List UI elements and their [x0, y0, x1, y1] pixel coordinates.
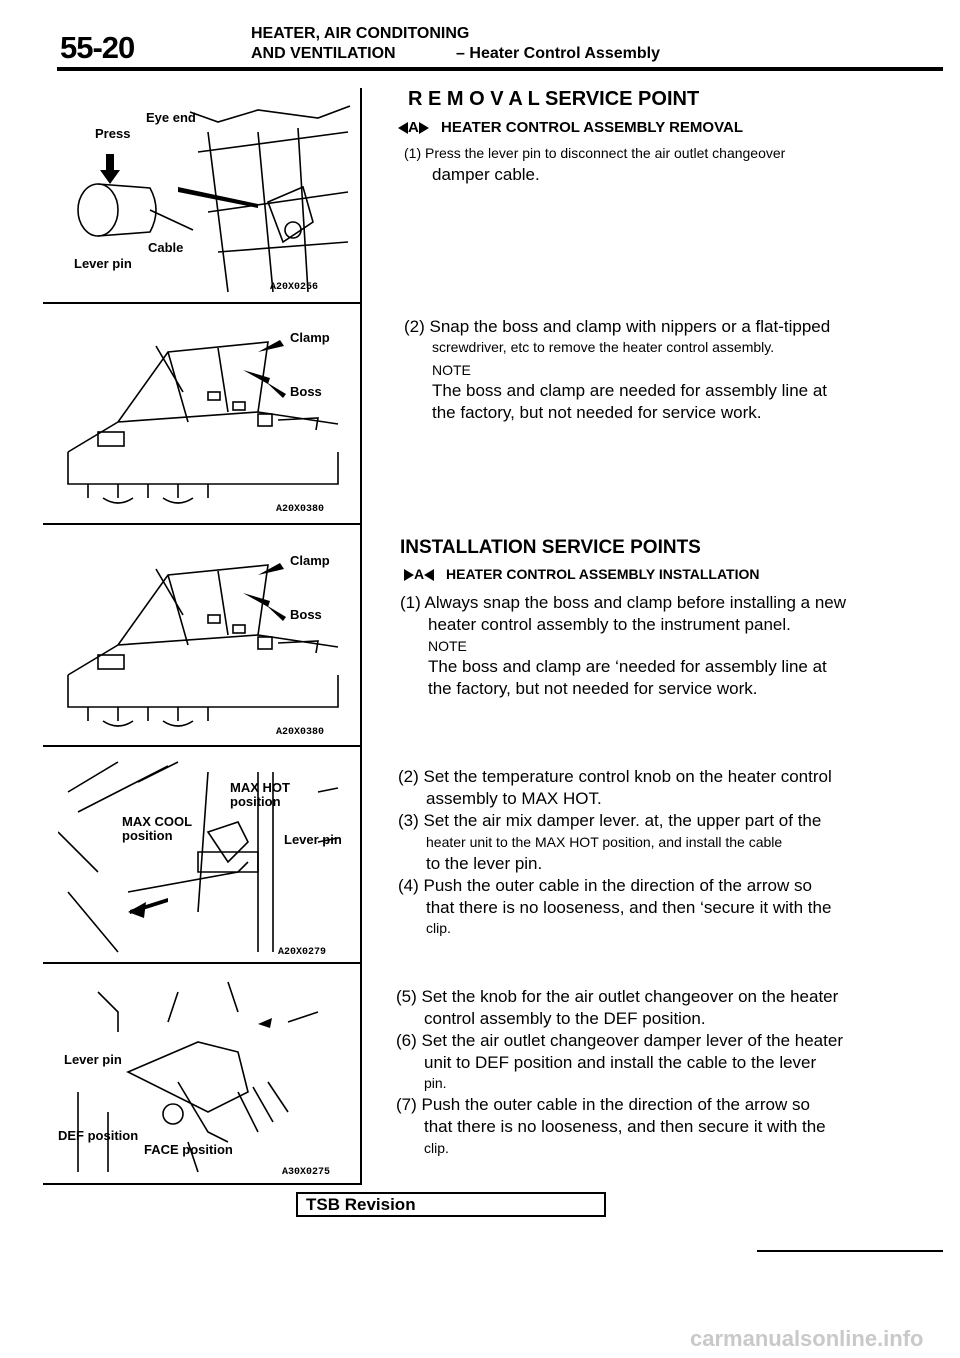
removal-note-line1: The boss and clamp are needed for assembly line at: [432, 381, 828, 400]
install-step-1: (1) Always snap the boss and clamp before installing a new: [400, 593, 847, 612]
label-lever-pin: Lever pin: [284, 832, 342, 847]
label-face-position: FACE position: [144, 1142, 233, 1157]
install-note-line1: The boss and clamp are ‘needed for assembly line at: [428, 657, 827, 676]
figure-boss-clamp-install: [58, 535, 356, 741]
label-max-hot-position: position: [230, 794, 281, 809]
install-step-7-cont: that there is no looseness, and then secure it with the: [424, 1117, 826, 1136]
installation-marker: A: [414, 566, 425, 582]
install-step-6-cont: unit to DEF position and install the cable to the lever: [424, 1053, 817, 1072]
figure-divider: [43, 1183, 361, 1185]
figure-code: A20X0380: [276, 504, 325, 515]
header-title-line2: [251, 45, 660, 63]
figure-code: A20X0256: [270, 282, 319, 293]
removal-step-2-cont: screwdriver, etc to remove the heater control assembly.: [432, 339, 775, 355]
label-lever-pin: Lever pin: [74, 256, 132, 271]
install-step-3-cont2: to the lever pin.: [426, 854, 543, 873]
label-max-cool-position: position: [122, 828, 173, 843]
install-step-4-cont: that there is no looseness, and then ‘secure it with the: [426, 898, 832, 917]
install-step-7-cont2: clip.: [424, 1140, 449, 1156]
footer-rule: [757, 1250, 943, 1252]
air-mix-damper-illustration: [58, 752, 356, 958]
installation-subheading: [404, 566, 759, 582]
installation-subtitle: HEATER CONTROL ASSEMBLY INSTALLATION: [446, 566, 760, 582]
figure-divider: [43, 745, 361, 747]
column-divider: [360, 88, 362, 1185]
figure-code: A20X0279: [278, 947, 327, 958]
header-section: AND VENTILATION: [251, 45, 396, 62]
label-press: Press: [95, 126, 131, 141]
install-step-6: (6) Set the air outlet changeover damper lever of the heater: [396, 1031, 843, 1050]
removal-marker: A: [408, 119, 419, 136]
label-max-hot: MAX HOT: [230, 780, 290, 795]
removal-title: R E M O V A L SERVICE POINT: [408, 88, 700, 110]
removal-step-2: (2) Snap the boss and clamp with nippers or a flat-tipped: [404, 317, 831, 336]
install-step-4-cont2: clip.: [426, 920, 451, 936]
label-max-cool: MAX COOL: [122, 814, 193, 829]
label-boss: Boss: [290, 607, 322, 622]
figure-air-mix-damper: [58, 752, 356, 958]
install-step-3: (3) Set the air mix damper lever. at, the upper part of the: [398, 811, 822, 830]
figure-divider: [43, 302, 361, 304]
figure-divider: [43, 962, 361, 964]
install-note-label: NOTE: [428, 638, 467, 654]
label-lever-pin: Lever pin: [64, 1052, 122, 1067]
page-number: 55-20: [60, 30, 135, 65]
install-step-2: (2) Set the temperature control knob on the heater control: [398, 767, 832, 786]
right-arrow-icon: [404, 569, 414, 581]
header-subsection: – Heater Control Assembly: [456, 45, 660, 62]
right-arrow-icon: [419, 122, 429, 134]
install-step-4: (4) Push the outer cable in the direction of the arrow so: [398, 876, 812, 895]
watermark: carmanualsonline.info: [690, 1326, 924, 1351]
install-note-line2: the factory, but not needed for service work.: [428, 679, 758, 698]
header-rule: [57, 67, 943, 71]
removal-subheading: [398, 119, 743, 136]
left-arrow-icon: [398, 122, 408, 134]
header-title-line1: HEATER, AIR CONDITONING: [251, 25, 470, 42]
removal-subtitle: HEATER CONTROL ASSEMBLY REMOVAL: [441, 119, 743, 136]
removal-note-label: NOTE: [432, 362, 471, 378]
installation-title: INSTALLATION SERVICE POINTS: [400, 537, 701, 558]
install-step-5-cont: control assembly to the DEF position.: [424, 1009, 706, 1028]
label-clamp: Clamp: [290, 553, 330, 568]
label-eye-end: Eye end: [146, 110, 196, 125]
removal-step-1-cont: damper cable.: [432, 165, 540, 184]
figure-air-outlet-changeover: [58, 972, 356, 1178]
install-step-1-cont: heater control assembly to the instrument panel.: [428, 615, 791, 634]
figure-lever-pin-cable: [58, 92, 356, 298]
removal-step-1: (1) Press the lever pin to disconnect the air outlet changeover: [404, 145, 786, 161]
figure-code: A20X0380: [276, 727, 325, 738]
tsb-revision-box: TSB Revision: [296, 1192, 606, 1217]
install-step-3-cont: heater unit to the MAX HOT position, and install the cable: [426, 834, 783, 850]
left-arrow-icon: [424, 569, 434, 581]
install-step-7: (7) Push the outer cable in the direction of the arrow so: [396, 1095, 810, 1114]
install-step-5: (5) Set the knob for the air outlet changeover on the heater: [396, 987, 839, 1006]
install-step-6-cont2: pin.: [424, 1075, 447, 1091]
figure-divider: [43, 523, 361, 525]
removal-note-line2: the factory, but not needed for service work.: [432, 403, 762, 422]
figure-code: A30X0275: [282, 1167, 331, 1178]
label-clamp: Clamp: [290, 330, 330, 345]
install-step-2-cont: assembly to MAX HOT.: [426, 789, 602, 808]
label-def-position: DEF position: [58, 1128, 139, 1143]
label-cable: Cable: [148, 240, 184, 255]
label-boss: Boss: [290, 384, 322, 399]
figure-boss-clamp: [58, 312, 356, 518]
